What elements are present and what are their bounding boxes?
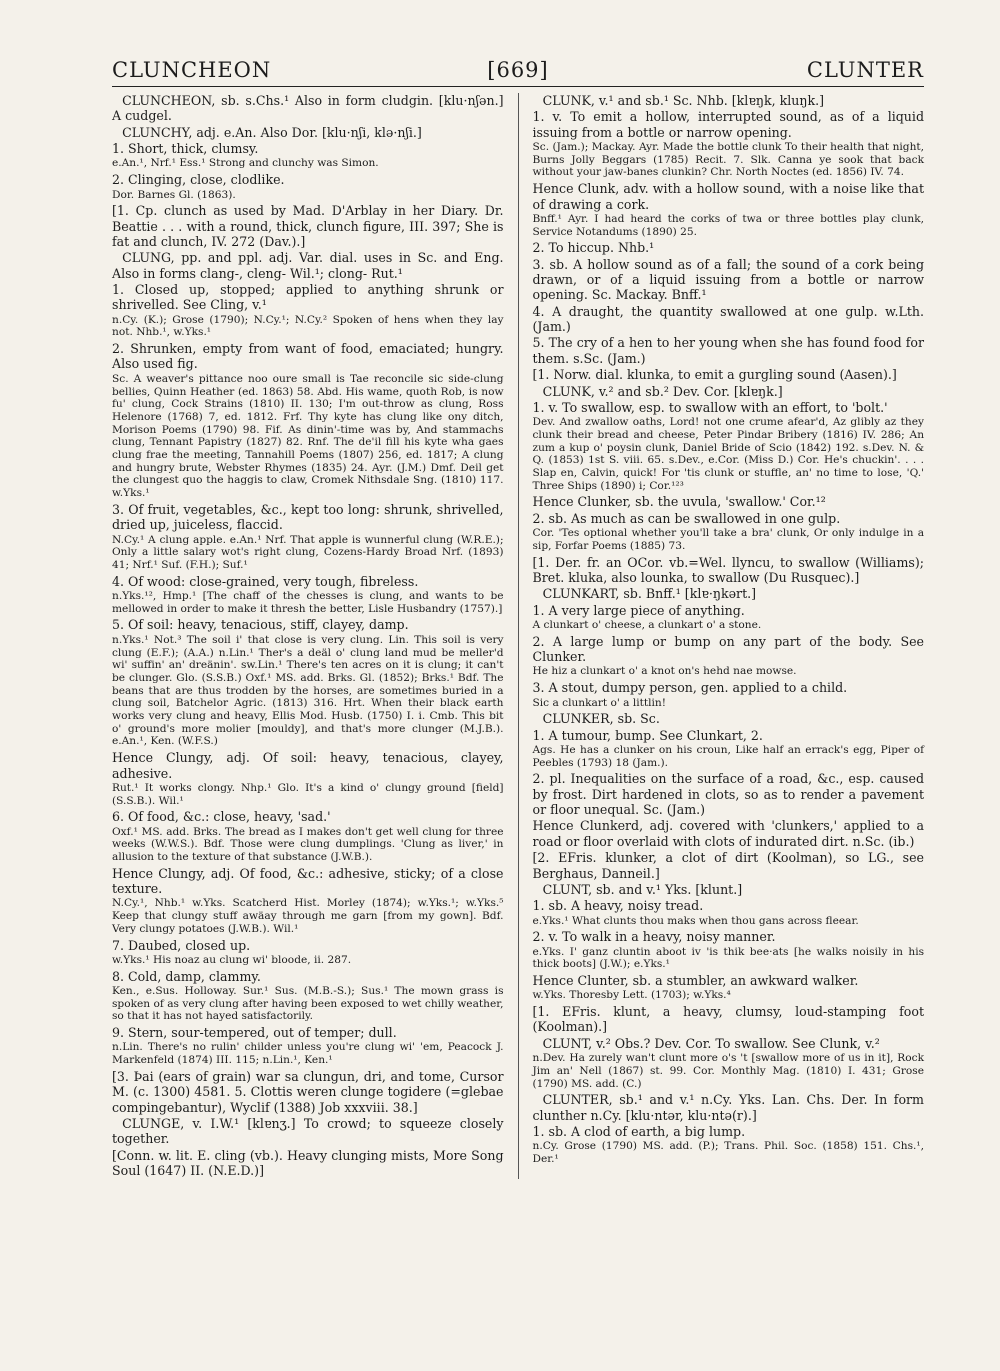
left-column bbox=[112, 93, 504, 1179]
entry-citation: Cor. 'Tes optional whether you'll take a bra' clunk, Or only indulge in a sip, Forfar Poems (1885) 73. bbox=[532, 527, 925, 552]
entry-headword: CLUNKER, sb. Sc. bbox=[542, 711, 660, 727]
entry-sense: 1. sb. A heavy, noisy tread. bbox=[532, 898, 704, 914]
entry-citation: n.Cy. Grose (1790) MS. add. (P.); Trans. Phil. Soc. (1858) 151. Chs.¹, Der.¹ bbox=[532, 1140, 925, 1166]
entry-citation: e.Yks.¹ What clunts thou maks when thou gans across fleear. bbox=[532, 914, 859, 927]
entry-citation: e.Yks. I' ganz cluntin aboot iv 'is thik bee·ats [he walks noisily in his thick boots] (J.W.); e.Yks.¹ bbox=[532, 945, 925, 971]
entry-sense: Hence Clunter, sb. a stumbler, an awkward walker. bbox=[532, 973, 859, 989]
entry-citation: Sc. (Jam.); Mackay. Ayr. Made the bottle clunk To their health that night, Burns Jolly Beggars (1785) Recit. 7. Slk. Canna ye sook that back without your jaw-banes clunkin? Chr. North Noctes (ed. 1856) IV. 74. bbox=[532, 141, 925, 179]
entry-sense: 2. A large lump or bump on any part of the body. See Clunker. bbox=[532, 633, 925, 665]
entry-sense: 9. Stern, sour-tempered, out of temper; dull. bbox=[112, 1025, 397, 1041]
entry-sense: Hence Clungy, adj. Of food, &c.: adhesive, sticky; of a close texture. bbox=[112, 865, 504, 897]
entry-sense: 4. Of wood: close-grained, very tough, fibreless. bbox=[112, 573, 419, 589]
entry-sense: 7. Daubed, closed up. bbox=[112, 937, 251, 953]
entry-sense: 2. pl. Inequalities on the surface of a road, &c., esp. caused by frost. Dirt hardened in clots, so as to render a pavement or floor unequal. Sc. (Jam.) bbox=[532, 771, 925, 818]
entry-sense: 3. Of fruit, vegetables, &c., kept too long: shrunk, shrivelled, dried up, juiceless, flaccid. bbox=[112, 501, 504, 533]
entry-citation: Rut.¹ It works clongy. Nhp.¹ Glo. It's a kind o' clungy ground [field] (S.S.B.). Wil.¹ bbox=[112, 781, 504, 807]
entry-sense: 1. A tumour, bump. See Clunkart, 2. bbox=[532, 727, 763, 743]
entry-headword: CLUNK, v.² and sb.² Dev. Cor. [klɐŋk.] bbox=[542, 383, 783, 399]
entry-headword: CLUNT, v.² Obs.? Dev. Cor. To swallow. See Clunk, v.² bbox=[542, 1035, 880, 1051]
entry-citation: n.Yks.¹², Hmp.¹ [The chaff of the chesses is clung, and wants to be mellowed in order to make it thresh the better, Lisle Husbandry (1757).] bbox=[112, 590, 504, 615]
entry-sense: 1. Closed up, stopped; applied to anything shrunk or shrivelled. See Cling, v.¹ bbox=[112, 282, 504, 313]
entry-sense: 2. v. To walk in a heavy, noisy manner. bbox=[532, 929, 776, 945]
entry-sense: 1. v. To emit a hollow, interrupted sound, as of a liquid issuing from a bottle or narrow opening. bbox=[532, 109, 925, 140]
entry-sense: 1. sb. A clod of earth, a big lump. bbox=[532, 1124, 746, 1140]
columns bbox=[112, 93, 924, 1179]
entry-headword: CLUNKART, sb. Bnff.¹ [klɐ·ŋkərt.] bbox=[542, 586, 757, 602]
entry-citation: n.Cy. (K.); Grose (1790); N.Cy.¹; N.Cy.² Spoken of hens when they lay not. Nhb.¹, w.Yks.¹ bbox=[112, 313, 504, 339]
entry-sense: [3. Þai (ears of grain) war sa clungun, dri, and tome, Cursor M. (c. 1300) 4581. 5. Clottis weren clunge togidere (=glebae compingebantur), Wyclif (1388) Job xxxviii. 38.] bbox=[112, 1068, 504, 1115]
entry-headword: CLUNCHY, adj. e.An. Also Dor. [klu·nʃi, klə·nʃi.] bbox=[122, 124, 422, 140]
right-column bbox=[533, 93, 925, 1179]
entry-sense: [2. EFris. klunker, a clot of dirt (Koolman), so LG., see Berghaus, Danneil.] bbox=[532, 850, 925, 881]
entry-sense: 1. A very large piece of anything. bbox=[532, 602, 745, 618]
entry-sense: [1. Cp. clunch as used by Mad. D'Arblay in her Diary. Dr. Beattie . . . with a round, thick, clunch figure, III. 397; She is fat and clunch, IV. 272 (Dav.).] bbox=[112, 203, 504, 249]
entry-citation: n.Lin. There's no rulin' childer unless you're clung wi' 'em, Peacock J. Markenfeld (1874) III. 115; n.Lin.¹, Ken.¹ bbox=[112, 1041, 504, 1067]
entry-sense: [1. Der. fr. an OCor. vb.=Wel. llyncu, to swallow (Williams); Bret. kluka, also lounka, to swallow (Du Rusquec).] bbox=[532, 554, 925, 585]
entry-sense: Hence Clunkerd, adj. covered with 'clunkers,' applied to a road or floor overlaid with clots of indurated dirt. n.Sc. (ib.) bbox=[532, 818, 925, 849]
entry-citation: Ags. He has a clunker on his croun, Like half an errack's egg, Piper of Peebles (1793) 18 (Jam.). bbox=[532, 743, 925, 769]
entry-sense: Hence Clunk, adv. with a hollow sound, with a noise like that of drawing a cork. bbox=[532, 181, 925, 212]
entry-sense: 2. Clinging, close, clodlike. bbox=[112, 172, 285, 188]
entry-headword: CLUNG, pp. and ppl. adj. Var. dial. uses in Sc. and Eng. Also in forms clang-, cleng- Wil.¹; clong- Rut.¹ bbox=[112, 250, 504, 281]
entry-citation: He hiz a clunkart o' a knot on's hehd nae mowse. bbox=[532, 665, 797, 678]
entry-sense: [Conn. w. lit. E. cling (vb.). Heavy clunging mists, More Song Soul (1647) II. (N.E.D.)] bbox=[112, 1147, 504, 1179]
entry-sense: [1. EFris. klunt, a heavy, clumsy, loud-stamping foot (Koolman).] bbox=[532, 1004, 925, 1035]
entry-citation: w.Yks.¹ His noaz au clung wi' bloode, ii. 287. bbox=[112, 953, 352, 966]
entry-citation: Dor. Barnes Gl. (1863). bbox=[112, 188, 236, 201]
entry-sense: 8. Cold, damp, clammy. bbox=[112, 968, 261, 984]
entry-sense: 5. The cry of a hen to her young when she has found food for them. s.Sc. (Jam.) bbox=[532, 335, 925, 366]
entry-headword: CLUNCHEON, sb. s.Chs.¹ Also in form cludgin. [klu·nʃən.] A cudgel. bbox=[112, 93, 504, 124]
entry-sense: 4. A draught, the quantity swallowed at one gulp. w.Lth. (Jam.) bbox=[532, 303, 925, 335]
header-rule bbox=[112, 86, 924, 87]
entry-sense: Hence Clunker, sb. the uvula, 'swallow.' Cor.¹² bbox=[532, 494, 826, 510]
entry-sense: 2. Shrunken, empty from want of food, emaciated; hungry. Also used fig. bbox=[112, 341, 504, 372]
entry-sense: 5. Of soil: heavy, tenacious, stiff, clayey, damp. bbox=[112, 617, 409, 633]
page-number: [669] bbox=[487, 58, 549, 82]
entry-headword: CLUNTER, sb.¹ and v.¹ n.Cy. Yks. Lan. Chs. Der. In form clunther n.Cy. [klu·ntər, klu·ntə(r).] bbox=[532, 1092, 925, 1123]
entry-citation: w.Yks. Thoresby Lett. (1703); w.Yks.⁴ bbox=[532, 989, 731, 1002]
entry-citation: e.An.¹, Nrf.¹ Ess.¹ Strong and clunchy was Simon. bbox=[112, 157, 379, 170]
entry-citation: N.Cy.¹, Nhb.¹ w.Yks. Scatcherd Hist. Morley (1874); w.Yks.¹; w.Yks.⁵ Keep that clungy stuff awäay through me garn [from my gown]. Bdf. Very clungy potatoes (J.W.B.). Wil.¹ bbox=[112, 897, 504, 935]
entry-citation: N.Cy.¹ A clung apple. e.An.¹ Nrf. That apple is wunnerful clung (W.R.E.); Only a little salary wot's right clung, Cozens-Hardy Broad Nrf. (1893) 41; Nrf.¹ Suf. (F.H.); Suf.¹ bbox=[112, 533, 504, 571]
entry-headword: CLUNK, v.¹ and sb.¹ Sc. Nhb. [klɐŋk, kluŋk.] bbox=[542, 93, 825, 108]
entry-citation: n.Dev. Ha zurely wan't clunt more o's 't [swallow more of us in it], Rock Jim an' Nell (1867) st. 99. Cor. Monthly Mag. (1810) I. 431; Grose (1790) MS. add. (C.) bbox=[532, 1052, 925, 1090]
header-left-word: CLUNCHEON bbox=[112, 58, 272, 82]
entry-sense: 3. A stout, dumpy person, gen. applied to a child. bbox=[532, 680, 848, 696]
entry-sense: [1. Norw. dial. klunka, to emit a gurgling sound (Aasen).] bbox=[532, 367, 897, 383]
entry-sense: 1. v. To swallow, esp. to swallow with an effort, to 'bolt.' bbox=[532, 399, 888, 415]
entry-sense: 2. sb. As much as can be swallowed in one gulp. bbox=[532, 510, 841, 526]
entry-headword: CLUNGE, v. I.W.¹ [klɐnʒ.] To crowd; to squeeze closely together. bbox=[112, 1115, 504, 1147]
entry-citation: Sic a clunkart o' a littlin! bbox=[532, 696, 667, 709]
entry-citation: n.Yks.¹ Not.³ The soil i' that close is very clung. Lin. This soil is very clung (E.F.); (A.A.) n.Lin.¹ Ther's a deäl o' clung land mud be meller'd wi' suffin' an' dreänin'. sw.Lin.¹ There's ten acres on it is clung; it can't be clunger. Glo. (S.S.B.) Oxf.¹ MS. add. Brks. Gl. (1852); Brks.¹ Bdf. The beans that are thus trodden by the horses, are sometimes buried in a clung soil, Batchelor Agric. (1813) 316. Hrt. When their black earth works very clung and heavy, Ellis Mod. Husb. (1750) I. i. Cmb. This bit o' ground's more molier [mouldy], and that's more clunger (M.J.B.). e.An.¹, Ken. (W.F.S.) bbox=[112, 633, 504, 748]
entry-headword: CLUNT, sb. and v.¹ Yks. [klunt.] bbox=[542, 881, 743, 897]
header-right-word: CLUNTER bbox=[806, 58, 924, 82]
entry-sense: 3. sb. A hollow sound as of a fall; the sound of a cork being drawn, or of a liquid issuing from a bottle or narrow opening. Sc. Mackay. Bnff.¹ bbox=[532, 256, 925, 303]
entry-citation: Sc. A weaver's pittance noo oure small is Tae reconcile sic side-clung bellies, Quinn Heather (ed. 1863) 58. Abd. His wame, quoth Rob, is now fu' clung, Cock Strains (1810) II. 130; I'm out-throw as clung, Ross Helenore (1768) 7, ed. 1812. Frf. Thy kyte has clung like ony ditch, Morison Poems (1790) 98. Fif. As dinin'-time was by, And stammachs clung, Tennant Papistry (1827) 82. Rnf. The de'il fill his kyte wha gaes clung frae the meeting, Tannahill Poems (1807) 256, ed. 1817; A clung and hungry brute, Webster Rhymes (1835) 24. Ayr. (J.M.) Dmf. Deil get the clungest quo the haggis to claw, Cromek Nithsdale Sng. (1810) 117. w.Yks.¹ bbox=[112, 372, 504, 500]
entry-sense: 6. Of food, &c.: close, heavy, 'sad.' bbox=[112, 809, 331, 825]
entry-citation: A clunkart o' cheese, a clunkart o' a stone. bbox=[532, 619, 762, 632]
entry-citation: Bnff.¹ Ayr. I had heard the corks of twa or three bottles play clunk, Service Notandums (1890) 25. bbox=[532, 212, 925, 238]
entry-sense: 2. To hiccup. Nhb.¹ bbox=[532, 240, 655, 256]
page-header bbox=[112, 58, 924, 82]
column-divider bbox=[518, 93, 519, 1179]
entry-sense: 1. Short, thick, clumsy. bbox=[112, 141, 259, 157]
entry-citation: Oxf.¹ MS. add. Brks. The bread as I makes don't get well clung for three weeks (W.W.S.). Bdf. Those were clung dumplings. 'Clung as liver,' in allusion to the texture of that substance (J.W.B.). bbox=[112, 825, 504, 864]
entry-sense: Hence Clungy, adj. Of soil: heavy, tenacious, clayey, adhesive. bbox=[112, 750, 504, 781]
entry-citation: Ken., e.Sus. Holloway. Sur.¹ Sus. (M.B.-S.); Sus.¹ The mown grass is spoken of as very clung after having been exposed to wet chilly weather, so that it has not hayed satisfactorily. bbox=[112, 985, 504, 1023]
entry-citation: Dev. And zwallow oaths, Lord! not one crume afear'd, Az glibly az they clunk their bread and cheese, Peter Pindar Bribery (1816) IV. 286; An zum a kup o' poysin clunk, Daniel Bride of Scio (1842) 192. s.Dev. N. & Q. (1853) 1st S. viii. 65. s.Dev., e.Cor. (Miss D.) Cor. He's chuckin'. . . . Slap en, Calvin, quick! For 'tis clunk or stuffle, an' no time to lose, 'Q.' Three Ships (1890) i; Cor.¹²³ bbox=[532, 416, 925, 492]
